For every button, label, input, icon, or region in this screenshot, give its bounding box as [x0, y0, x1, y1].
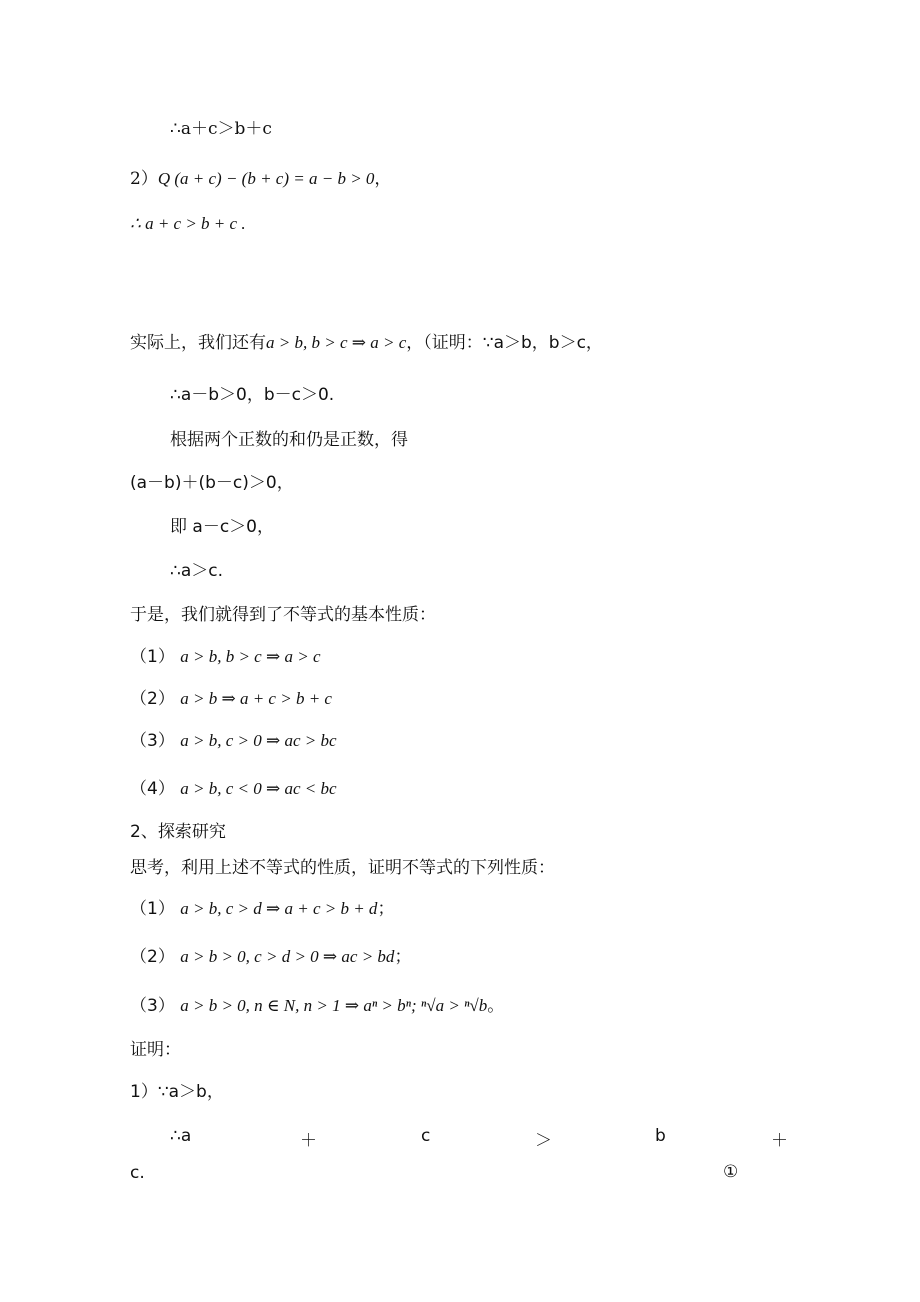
text-line: 根据两个正数的和仍是正数，得 — [170, 430, 408, 450]
text-line: c. — [130, 1163, 145, 1183]
property-item — [130, 646, 320, 668]
text-line: 1）∵a＞b， — [130, 1082, 224, 1102]
item-number: （4） — [130, 779, 175, 799]
property-item — [130, 688, 332, 710]
item-number: （2） — [130, 689, 175, 709]
justified-token: ＞ — [535, 1131, 552, 1151]
math-expression: ∴ a + c > b + c . — [130, 214, 246, 233]
math-expression: a > b ⇒ a + c > b + c — [180, 689, 332, 708]
property-item — [130, 778, 337, 800]
text-line — [130, 332, 603, 354]
equation-marker: ① — [723, 1162, 739, 1182]
text-line: 即 a－c＞0， — [170, 517, 274, 537]
text-span: ，（证明：∵a＞b，b＞c， — [406, 333, 603, 353]
property-item — [130, 898, 394, 920]
item-number: （2） — [130, 947, 175, 967]
justified-token: c — [421, 1126, 431, 1146]
item-number: （3） — [130, 731, 175, 751]
text-span: 实际上，我们还有 — [130, 333, 266, 353]
text-line: ∴a－b＞0，b－c＞0. — [170, 385, 335, 405]
math-expression: a > b > 0, c > d > 0 ⇒ ac > bd — [180, 947, 395, 966]
justified-token: ∴a — [170, 1126, 192, 1146]
property-item — [130, 730, 337, 752]
punctuation: ， — [374, 169, 392, 189]
property-item — [130, 995, 504, 1017]
math-expression: a > b, c < 0 ⇒ ac < bc — [180, 779, 337, 798]
justified-token: ＋ — [771, 1131, 788, 1151]
text-line: ∴a＞c. — [170, 561, 223, 581]
text-line: 证明： — [130, 1040, 181, 1060]
math-expression: a > b, c > 0 ⇒ ac > bc — [180, 731, 337, 750]
math-expression: Q (a + c) − (b + c) = a − b > 0 — [157, 169, 375, 188]
item-number: 2） — [130, 169, 158, 189]
text-line: ∴a＋c＞b＋c — [170, 119, 272, 139]
justified-token: ＋ — [300, 1131, 317, 1151]
text-line: (a－b)＋(b－c)＞0， — [130, 473, 294, 493]
item-number: （1） — [130, 647, 175, 667]
math-expression: a > b, b > c ⇒ a > c — [266, 333, 407, 352]
justified-token: b — [655, 1126, 666, 1146]
punctuation: 。 — [487, 996, 505, 1016]
punctuation: ； — [394, 947, 412, 967]
punctuation: ； — [377, 899, 395, 919]
text-line — [130, 168, 391, 190]
text-line: 于是，我们就得到了不等式的基本性质： — [130, 605, 436, 625]
math-expression: a > b > 0, n ∈ N, n > 1 ⇒ aⁿ > bⁿ; ⁿ√a > ⁿ√b — [180, 996, 488, 1015]
math-expression: a > b, c > d ⇒ a + c > b + d — [180, 899, 378, 918]
section-heading: 2、探索研究 — [130, 822, 226, 842]
math-expression: a > b, b > c ⇒ a > c — [180, 647, 321, 666]
text-line: 思考，利用上述不等式的性质，证明不等式的下列性质： — [130, 858, 555, 878]
item-number: （1） — [130, 899, 175, 919]
item-number: （3） — [130, 996, 175, 1016]
property-item — [130, 946, 411, 968]
